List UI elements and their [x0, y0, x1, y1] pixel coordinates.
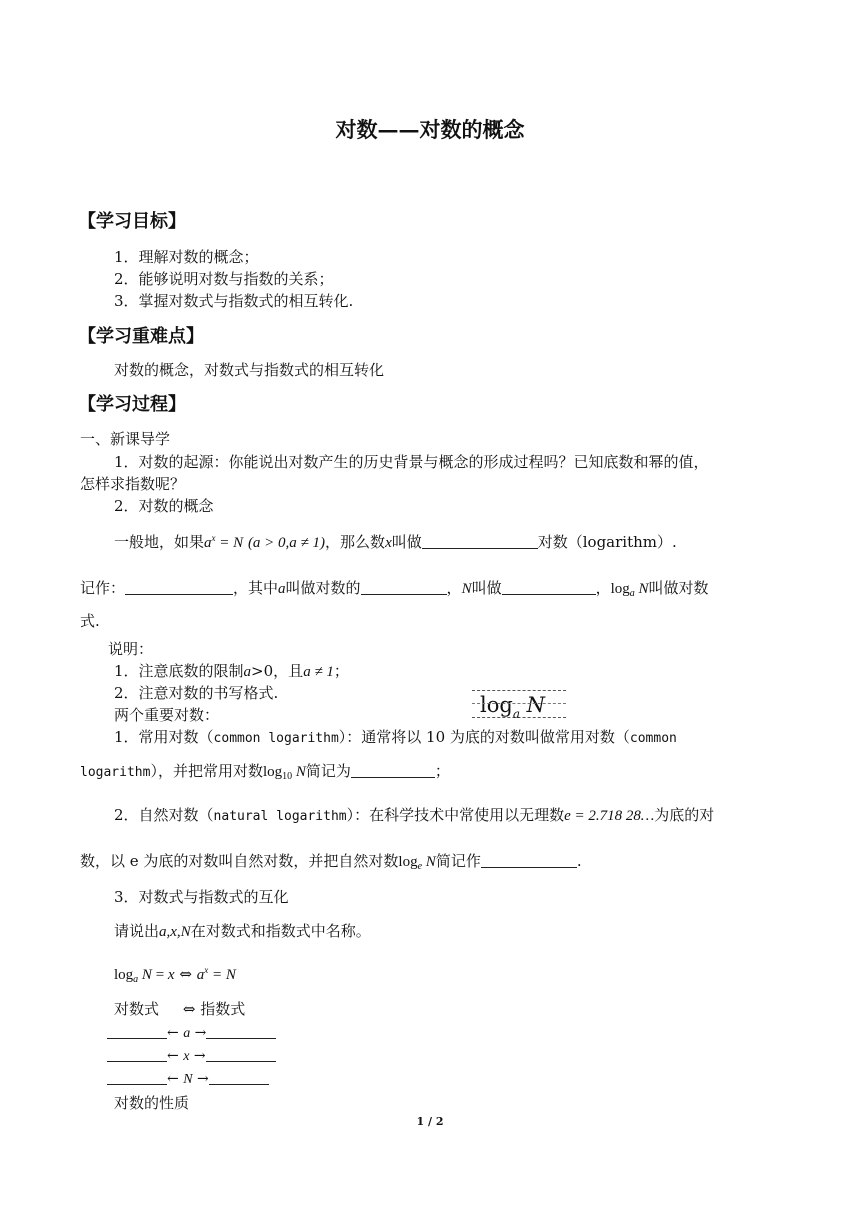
common-log-text: ），并把常用对数: [150, 762, 263, 780]
arrow-row: ← N →: [107, 1071, 269, 1088]
notation-wrap: 式.: [80, 612, 100, 630]
interconversion-prompt: [114, 920, 371, 941]
floating-log-N: N: [526, 693, 546, 717]
definition-prefix: 一般地，如果: [114, 533, 205, 551]
section-heading-key-points: 【学习重难点】: [78, 326, 204, 347]
natural-log-text: ）：在科学技术中常使用以无理数: [346, 806, 565, 824]
fill-blank[interactable]: [206, 1049, 276, 1062]
section-heading-process: 【学习过程】: [78, 394, 186, 415]
definition-called: 叫做: [391, 533, 422, 551]
note-item: 1．注意底数的限制a>0，且a ≠ 1；: [114, 662, 349, 680]
notes-heading: 说明：: [108, 640, 154, 658]
equivalence-formula: [114, 965, 236, 985]
origin-paragraph-line: 1．对数的起源：你能说出对数产生的历史背景与概念的形成过程吗？已知底数和幂的值，: [114, 453, 709, 471]
formula-log10-N: $\log_{10} N$: [262, 764, 306, 782]
objective-item: 2．能够说明对数与指数的关系；: [114, 270, 334, 288]
key-points-text: 对数的概念，对数式与指数式的相互转化: [114, 361, 385, 379]
fill-blank[interactable]: [125, 580, 233, 595]
page-title: 对数——对数的概念: [335, 117, 525, 142]
common-log-line: [114, 726, 677, 747]
natural-log-text: .: [576, 852, 582, 870]
arrow-row: ← x →: [107, 1048, 276, 1065]
interconversion-vars: a,x,N: [159, 924, 191, 940]
fill-blank[interactable]: [481, 853, 577, 868]
common-log-text: ）：通常将以 10 为底的对数叫做常用对数（: [338, 728, 630, 746]
part-heading: 一、新课导学: [80, 430, 171, 448]
formula-log-equals-x: $\log_a N = x$: [114, 967, 175, 985]
dashed-guide-line: [472, 703, 566, 704]
log-form-label: 对数式: [114, 1000, 160, 1018]
notation-mid1: ，其中: [233, 579, 279, 597]
common-log-text: 1．常用对数（: [114, 728, 214, 746]
var-N: N: [461, 581, 472, 597]
origin-paragraph-line: 怎样求指数呢？: [80, 475, 186, 493]
note-item: 2．注意对数的书写格式.: [114, 684, 279, 702]
fill-blank[interactable]: [107, 1049, 167, 1062]
objective-item: 1．理解对数的概念；: [114, 248, 259, 266]
definition-middle: ，那么数: [325, 533, 386, 551]
common-log-text: ；: [434, 762, 450, 780]
natural-log-english: natural logarithm: [213, 809, 347, 824]
common-log-english: common: [629, 731, 677, 746]
notation-mid2: 叫做对数的: [285, 579, 361, 597]
formula-log-a-N: $\log_a N$: [610, 581, 649, 599]
fill-blank[interactable]: [206, 1026, 276, 1039]
formula-a-gt-0: a: [243, 664, 252, 680]
equivalence-arrow-icon: ⇔: [182, 1000, 196, 1018]
note1-prefix: 1．注意底数的限制: [114, 662, 244, 680]
formula-a-ne-1: a ≠ 1: [303, 664, 334, 680]
natural-log-text: 数，以 e 为底的对数叫自然对数，并把自然对数: [80, 852, 399, 870]
floating-log-word: log: [480, 693, 513, 717]
equivalence-arrow-icon: ⇔: [179, 965, 192, 983]
natural-log-text: 为底的对: [654, 806, 715, 824]
note1-mid: ，且: [273, 662, 304, 680]
var-a: a: [278, 581, 286, 597]
notation-tail: 叫做对数: [648, 579, 709, 597]
interconversion-heading: 3．对数式与指数式的互化: [114, 888, 289, 906]
fill-blank[interactable]: [107, 1026, 167, 1039]
notation-prefix: 记作：: [80, 579, 126, 597]
fill-blank[interactable]: [422, 534, 538, 549]
common-log-english: logarithm: [80, 765, 151, 780]
arrow-row-var: a: [183, 1026, 191, 1041]
interconversion-text: 在对数式和指数式中名称。: [190, 922, 371, 940]
interconversion-text: 请说出: [114, 922, 160, 940]
notation-mid3: 叫做: [471, 579, 502, 597]
formula-a-power-x: $a^x = N$: [196, 965, 236, 983]
fill-blank[interactable]: [502, 580, 596, 595]
objective-item: 3．掌握对数式与指数式的相互转化.: [114, 292, 354, 310]
common-log-line: [80, 760, 450, 782]
var-x: x: [385, 535, 392, 551]
concept-heading: 2．对数的概念: [114, 497, 214, 515]
common-log-english: common logarithm: [213, 731, 339, 746]
page-number: 1 / 2: [416, 1115, 444, 1128]
natural-log-line: [80, 850, 582, 872]
properties-heading: 对数的性质: [114, 1094, 190, 1112]
natural-log-text: 简记作: [435, 852, 481, 870]
section-heading-objectives: 【学习目标】: [78, 211, 186, 232]
exp-form-label: 指数式: [200, 1000, 246, 1018]
floating-log-sub: a: [512, 707, 520, 721]
formula-loge-N: $\log_e N$: [398, 854, 436, 872]
fill-blank[interactable]: [209, 1072, 269, 1085]
floating-log-textbox[interactable]: [472, 690, 566, 721]
formula-exponential: $a^x = N$: [204, 533, 244, 551]
definition-line: [114, 531, 677, 552]
arrow-row-var: N: [183, 1072, 193, 1087]
form-labels: [114, 998, 245, 1019]
natural-log-text: 2．自然对数（: [114, 806, 214, 824]
natural-log-line: [114, 804, 714, 825]
arrow-row-var: x: [183, 1049, 190, 1064]
two-important-heading: 两个重要对数：: [114, 706, 220, 724]
fill-blank[interactable]: [107, 1072, 167, 1085]
formula-e-value: e = 2.718 28…: [564, 808, 655, 824]
common-log-text: 简记为: [305, 762, 351, 780]
formula-condition: (a > 0,a ≠ 1): [247, 535, 326, 551]
definition-suffix: 对数（logarithm）.: [537, 533, 677, 551]
notation-line: 记作： ，其中a叫做对数的 ，N叫做 ，$\log_a N$叫做对数: [80, 579, 709, 599]
arrow-row: ← a →: [107, 1025, 276, 1042]
fill-blank[interactable]: [361, 580, 447, 595]
fill-blank[interactable]: [351, 763, 435, 778]
